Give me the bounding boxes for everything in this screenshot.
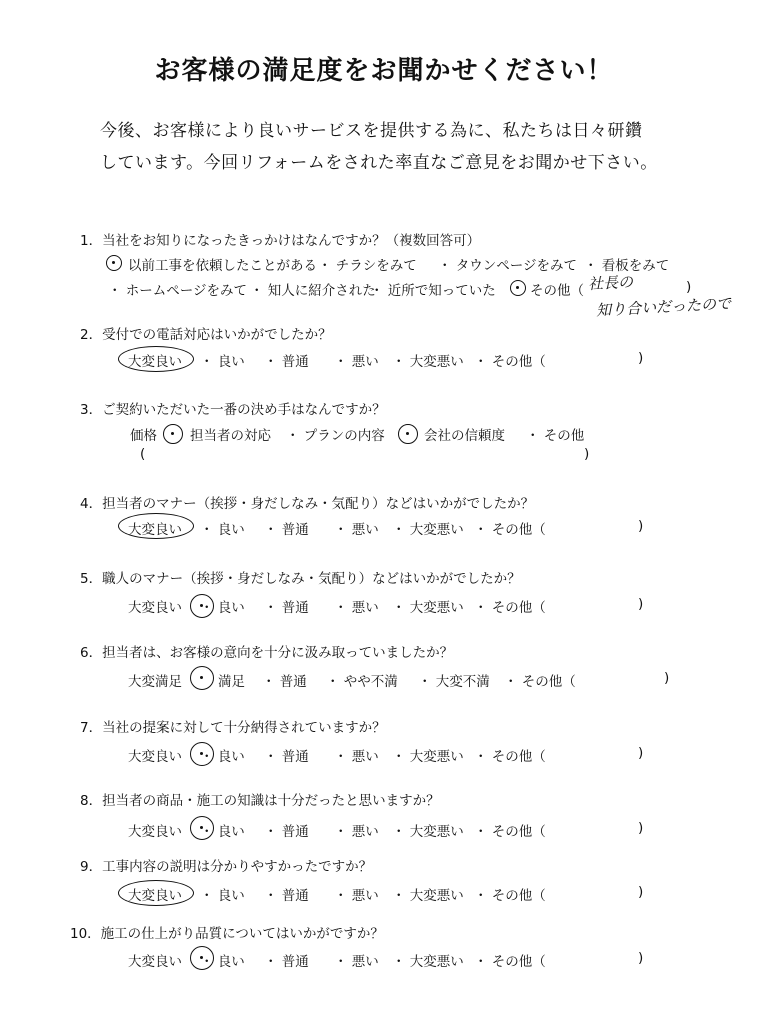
q6-opt-normal: ・ 普通 [262,674,307,690]
scale-very-bad: ・ 大変悪い [392,600,464,616]
question-8: 8．担当者の商品・施工の知識は十分だったと思いますか？ [80,793,440,809]
scale-very-good: 大変良い [128,888,182,904]
scale-close: ) [638,518,644,534]
scale-normal: ・ 普通 [264,749,309,765]
q1-opt-neighborhood: ・ 近所で知っていた [370,283,496,299]
question-10: 10．施工の仕上がり品質についてはいかがですか？ [70,926,384,942]
scale-very-bad: ・ 大変悪い [392,888,464,904]
q1-opt-referral: ・ 知人に紹介された [250,283,376,299]
scale-normal: ・ 普通 [264,522,309,538]
scale-good: ・ 良い [200,954,245,970]
scale-very-good: 大変良い [128,954,182,970]
scale-normal: ・ 普通 [264,888,309,904]
q6-opt-somewhat-unsatisfied: ・ やや不満 [326,674,398,690]
q1-opt-other-close: ) [686,279,692,295]
scale-other: ・ その他（ [474,354,546,370]
scale-bad: ・ 悪い [334,888,379,904]
q3-opt-price: 価格 [130,428,157,444]
scale-normal: ・ 普通 [264,600,309,616]
q3-opt-plan: ・ プランの内容 [286,428,385,444]
scale-close: ) [638,820,644,836]
q6-opt-other: ・ その他（ [504,674,576,690]
q6-opt-satisfied: 満足 [218,674,245,690]
question-2: 2．受付での電話対応はいかがでしたか？ [80,327,332,343]
scale-close: ) [638,745,644,761]
scale-normal: ・ 普通 [264,954,309,970]
answer-dot [171,432,174,435]
question-9: 9．工事内容の説明は分かりやすかったですか？ [80,859,373,875]
answer-dot [200,676,203,679]
scale-very-bad: ・ 大変悪い [392,749,464,765]
question-4: 4．担当者のマナー（挨拶・身だしなみ・気配り）などはいかがでしたか？ [80,496,535,512]
q6-opt-close: ) [664,670,670,686]
scale-good: ・ 良い [200,522,245,538]
q3-opt-other: ・ その他 [526,428,585,444]
handwritten-note-2: 知り合いだったので [595,294,732,320]
scale-close: ) [638,884,644,900]
scale-bad: ・ 悪い [334,354,379,370]
scale-bad: ・ 悪い [334,954,379,970]
scale-very-bad: ・ 大変悪い [392,824,464,840]
scale-good: ・ 良い [200,354,245,370]
q6-opt-very-satisfied: 大変満足 [128,674,182,690]
scale-other: ・ その他（ [474,749,546,765]
scale-other: ・ その他（ [474,600,546,616]
question-7: 7．当社の提案に対して十分納得されていますか？ [80,720,386,736]
scale-good: ・ 良い [200,824,245,840]
handwritten-note-1: 社長の [587,272,634,294]
scale-bad: ・ 悪い [334,749,379,765]
q3-opt-trust: 会社の信頼度 [424,428,505,444]
answer-dot [516,286,519,289]
scale-other: ・ その他（ [474,522,546,538]
scale-other: ・ その他（ [474,888,546,904]
scale-very-good: 大変良い [128,600,182,616]
scale-very-good: 大変良い [128,824,182,840]
scale-very-good: 大変良い [128,522,182,538]
scale-very-bad: ・ 大変悪い [392,954,464,970]
q3-open-paren: ( [140,446,146,462]
q1-opt-other: その他（ [530,283,584,299]
page-title: お客様の満足度をお聞かせください！ [154,56,614,86]
scale-other: ・ その他（ [474,954,546,970]
scale-very-bad: ・ 大変悪い [392,354,464,370]
scale-good: ・ 良い [200,888,245,904]
scale-very-bad: ・ 大変悪い [392,522,464,538]
scale-normal: ・ 普通 [264,824,309,840]
q1-opt-previous-work: 以前工事を依頼したことがある [128,258,317,274]
q3-opt-staff: 担当者の対応 [190,428,271,444]
scale-bad: ・ 悪い [334,600,379,616]
q1-opt-signboard: ・ 看板をみて [584,258,670,274]
question-5: 5．職人のマナー（挨拶・身だしなみ・気配り）などはいかがでしたか？ [80,571,521,587]
scale-very-good: 大変良い [128,749,182,765]
intro-line-1: 今後、お客様により良いサービスを提供する為に、私たちは日々研鑽 [100,121,643,141]
scale-good: ・ 良い [200,600,245,616]
intro-line-2: しています。今回リフォームをされた率直なご意見をお聞かせ下さい。 [100,153,658,173]
scale-close: ) [638,950,644,966]
answer-dot [406,432,409,435]
q1-opt-townpage: ・ タウンページをみて [438,258,578,274]
scale-normal: ・ 普通 [264,354,309,370]
question-6: 6．担当者は、お客様の意向を十分に汲み取っていましたか？ [80,645,454,661]
scale-bad: ・ 悪い [334,522,379,538]
question-1: 1．当社をお知りになったきっかけはなんですか？（複数回答可） [80,233,481,249]
q1-opt-flyer: ・ チラシをみて [318,258,417,274]
answer-dot [112,261,115,264]
q3-close-paren: ) [584,446,590,462]
q1-opt-homepage: ・ ホームページをみて [108,283,248,299]
scale-close: ) [638,596,644,612]
q6-opt-very-unsatisfied: ・ 大変不満 [418,674,490,690]
scale-close: ) [638,350,644,366]
scale-very-good: 大変良い [128,354,182,370]
scale-good: ・ 良い [200,749,245,765]
scale-other: ・ その他（ [474,824,546,840]
scale-bad: ・ 悪い [334,824,379,840]
question-3: 3．ご契約いただいた一番の決め手はなんですか？ [80,402,386,418]
